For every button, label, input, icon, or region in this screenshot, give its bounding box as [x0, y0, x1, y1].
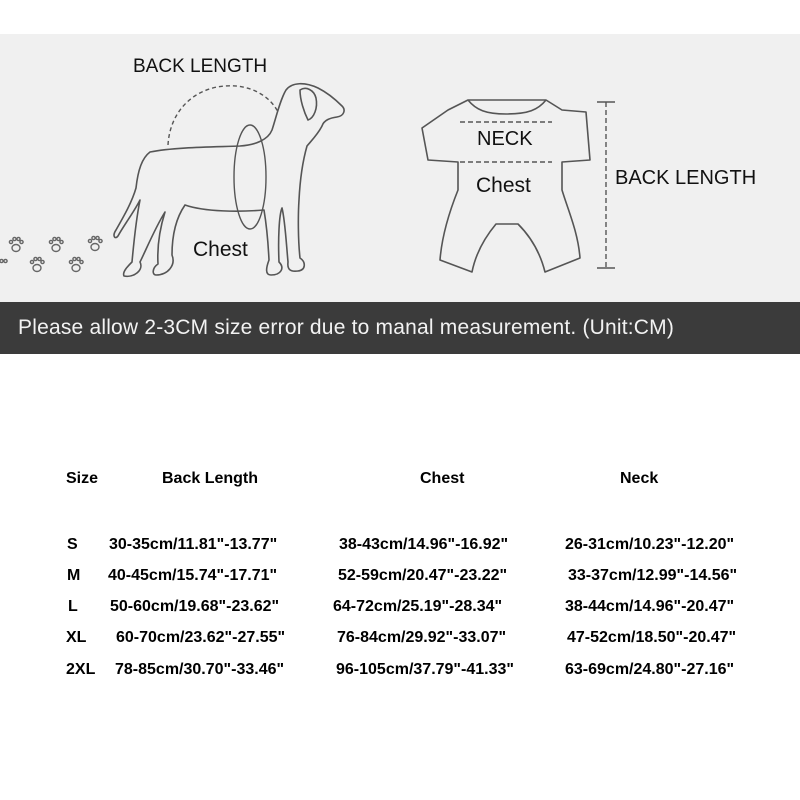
back-length-cell: 50-60cm/19.68"-23.62": [110, 598, 280, 615]
size-cell: 2XL: [66, 661, 96, 678]
dog-back-length-label: BACK LENGTH: [133, 56, 268, 77]
size-cell: S: [67, 536, 78, 553]
size-cell: M: [67, 567, 81, 584]
chest-cell: 52-59cm/20.47"-23.22": [338, 567, 508, 584]
back-length-measure: [597, 102, 615, 268]
chest-cell: 64-72cm/25.19"-28.34": [333, 598, 503, 615]
paw-prints-icon: [0, 236, 102, 271]
header-size: Size: [66, 470, 99, 487]
measurement-note-banner: Please allow 2-3CM size error due to manal measurement. (Unit:CM): [0, 302, 800, 354]
header-back-length: Back Length: [162, 470, 259, 487]
size-cell: L: [68, 598, 78, 615]
back-length-cell: 40-45cm/15.74"-17.71": [108, 567, 278, 584]
neck-cell: 47-52cm/18.50"-20.47": [567, 629, 737, 646]
size-cell: XL: [66, 629, 87, 646]
header-chest: Chest: [420, 470, 465, 487]
garment-back-length-label: BACK LENGTH: [615, 167, 757, 189]
chest-cell: 96-105cm/37.79"-41.33": [336, 661, 514, 678]
back-length-cell: 30-35cm/11.81"-13.77": [109, 536, 278, 553]
dog-back-length-arc: [168, 86, 278, 145]
header-neck: Neck: [620, 470, 659, 487]
neck-cell: 33-37cm/12.99"-14.56": [568, 567, 738, 584]
back-length-cell: 60-70cm/23.62"-27.55": [116, 629, 286, 646]
chest-cell: 76-84cm/29.92"-33.07": [337, 629, 507, 646]
dog-chest-ellipse: [234, 125, 266, 229]
chest-cell: 38-43cm/14.96"-16.92": [339, 536, 509, 553]
garment-neck-label: NECK: [477, 128, 533, 150]
dog-chest-label: Chest: [193, 238, 248, 261]
back-length-cell: 78-85cm/30.70"-33.46": [115, 661, 285, 678]
neck-cell: 38-44cm/14.96"-20.47": [565, 598, 735, 615]
neck-cell: 26-31cm/10.23"-12.20": [565, 536, 735, 553]
garment-chest-label: Chest: [476, 174, 531, 197]
neck-cell: 63-69cm/24.80"-27.16": [565, 661, 735, 678]
